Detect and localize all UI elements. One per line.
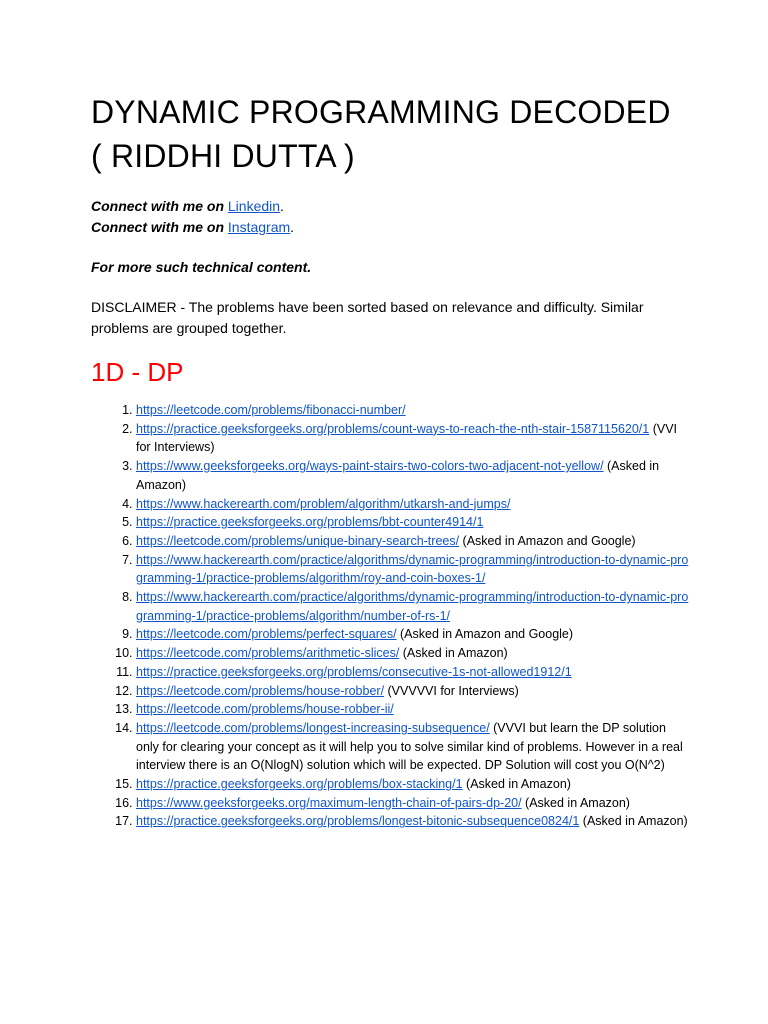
connect-section	[91, 196, 691, 238]
problem-note: (Asked in Amazon and Google)	[396, 627, 574, 642]
problem-item	[136, 513, 691, 532]
problem-item	[136, 682, 691, 701]
connect-suffix: .	[280, 198, 284, 214]
problem-link[interactable]: https://leetcode.com/problems/fibonacci-number/	[136, 403, 406, 417]
problem-item	[136, 625, 691, 644]
problem-link[interactable]: https://practice.geeksforgeeks.org/problems/box-stacking/1	[136, 777, 463, 792]
problem-link[interactable]: https://leetcode.com/problems/house-robber-ii/	[136, 702, 394, 717]
problem-link[interactable]: https://www.hackerearth.com/problem/algorithm/utkarsh-and-jumps/	[136, 496, 511, 511]
problem-note: (Asked in Amazon and Google)	[459, 533, 636, 548]
title-line-2: ( RIDDHI DUTTA )	[91, 138, 355, 174]
problem-link[interactable]: https://practice.geeksforgeeks.org/problems/consecutive-1s-not-allowed1912/1	[136, 664, 572, 679]
document-page	[91, 90, 691, 831]
connect-prefix: Connect with me on	[91, 198, 224, 214]
connect-suffix: .	[290, 219, 295, 235]
problem-link[interactable]: https://www.geeksforgeeks.org/maximum-length-chain-of-pairs-dp-20/	[136, 795, 522, 810]
connect-linkedin-line	[91, 196, 691, 217]
problem-link[interactable]: https://leetcode.com/problems/house-robber/	[136, 683, 385, 698]
problem-item	[136, 663, 691, 682]
document-title	[91, 90, 691, 178]
problem-item	[136, 775, 691, 794]
title-line-1: DYNAMIC PROGRAMMING DECODED	[91, 94, 671, 130]
problem-item	[136, 719, 691, 775]
problem-note: (VVI for Interviews)	[136, 421, 678, 455]
problem-link[interactable]: https://leetcode.com/problems/longest-increasing-subsequence/	[136, 720, 490, 735]
problem-link[interactable]: https://www.geeksforgeeks.org/ways-paint-stairs-two-colors-two-adjacent-not-yellow/	[136, 459, 604, 474]
problem-item	[136, 401, 691, 420]
problem-list	[91, 401, 691, 831]
more-content-text: For more such technical content.	[91, 259, 312, 275]
problem-item	[136, 420, 691, 457]
problem-item	[136, 588, 691, 625]
problem-item	[136, 532, 691, 551]
problem-note: (Asked in Amazon)	[579, 814, 688, 829]
problem-item	[136, 794, 691, 813]
problem-item	[136, 812, 691, 831]
problem-item	[136, 551, 691, 588]
connect-instagram-line	[91, 217, 691, 238]
linkedin-link[interactable]: Linkedin	[227, 198, 281, 214]
problem-link[interactable]: https://leetcode.com/problems/arithmetic-slices/	[136, 646, 400, 661]
connect-prefix: Connect with me on	[91, 219, 224, 235]
problem-note: (Asked in Amazon)	[399, 646, 508, 661]
problem-note: (Asked in Amazon)	[462, 777, 571, 792]
disclaimer-text: DISCLAIMER - The problems have been sorted based on relevance and difficulty. Similar problems are grouped together.	[91, 299, 644, 336]
problem-item	[136, 457, 691, 494]
problem-note: (VVVVVI for Interviews)	[384, 683, 519, 698]
section-heading-1d-dp: 1D - DP	[91, 357, 184, 387]
problem-link[interactable]: https://practice.geeksforgeeks.org/problems/count-ways-to-reach-the-nth-stair-1587115620/1	[136, 421, 650, 436]
problem-item	[136, 644, 691, 663]
problem-link[interactable]: https://www.hackerearth.com/practice/algorithms/dynamic-programming/introduction-to-dynamic-programming-1/practice-problems/algorithm/roy-and-coin-boxes-1/	[136, 552, 689, 586]
problem-link[interactable]: https://www.hackerearth.com/practice/algorithms/dynamic-programming/introduction-to-dynamic-programming-1/practice-problems/algorithm/number-of-rs-1/	[136, 590, 689, 623]
problem-item	[136, 495, 691, 514]
problem-item	[136, 700, 691, 719]
problem-note: (Asked in Amazon)	[136, 459, 660, 492]
problem-note: (Asked in Amazon)	[521, 795, 630, 810]
instagram-link[interactable]: Instagram	[227, 219, 291, 235]
problem-note: (VVVI but learn the DP solution only for clearing your concept as it will help you to solve similar kind of problems. However in a real interview there is an O(NlogN) solution which will be expected. DP Solution will cost you O(N^2)	[136, 720, 683, 773]
problem-link[interactable]: https://leetcode.com/problems/perfect-squares/	[136, 627, 397, 642]
problem-link[interactable]: https://leetcode.com/problems/unique-binary-search-trees/	[136, 533, 460, 548]
problem-link[interactable]: https://practice.geeksforgeeks.org/problems/bbt-counter4914/1	[136, 515, 484, 530]
problem-link[interactable]: https://practice.geeksforgeeks.org/problems/longest-bitonic-subsequence0824/1	[136, 814, 580, 829]
